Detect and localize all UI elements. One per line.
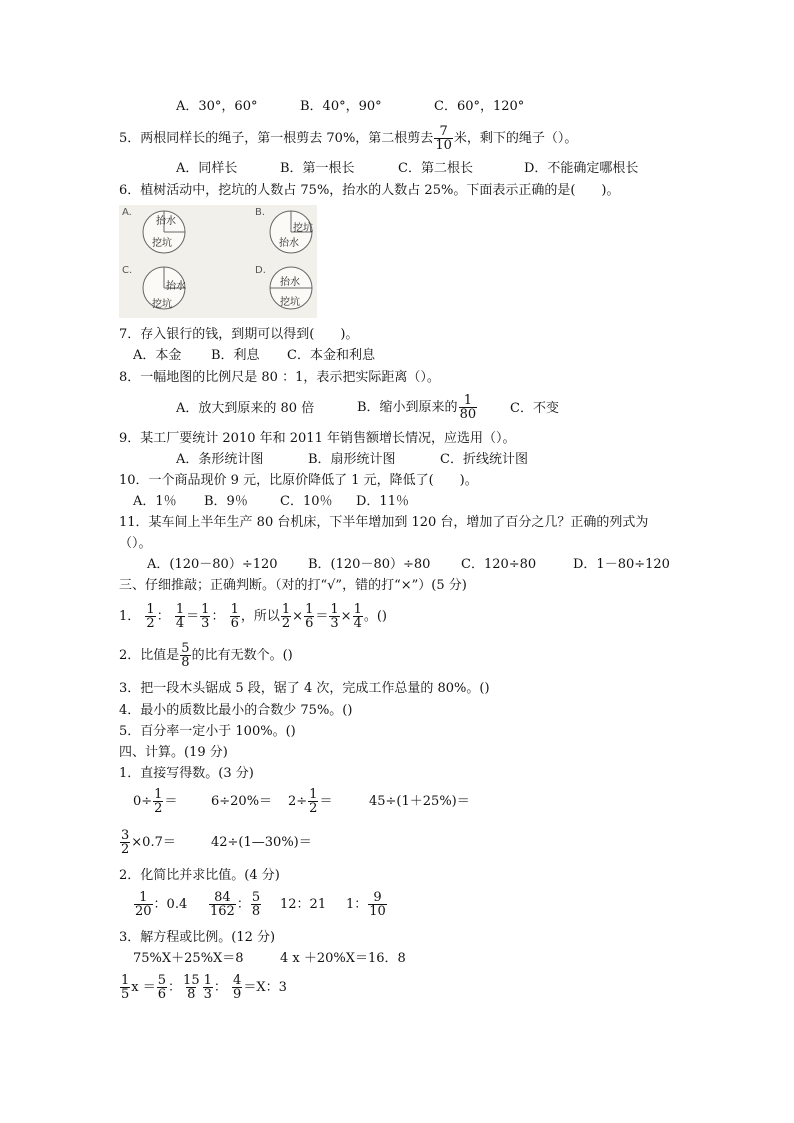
q8-option-b: B．缩小到原来的 $\frac{1}{80}$ xyxy=(357,393,477,422)
q5-suffix: 米，剩下的绳子（）。 xyxy=(453,131,578,146)
judge-3: 3．把一段木头锯成 5 段，锯了 4 次，完成工作总量的 80%。() xyxy=(119,681,490,696)
calc-3-title: 3．解方程或比例。(12 分) xyxy=(119,930,276,945)
q10-option-c: C．10％ xyxy=(280,494,333,509)
pie-b-letter: B. xyxy=(255,207,266,218)
q4-option-b: B．40°，90° xyxy=(300,99,382,114)
question-6: 6．植树活动中，挖坑的人数占 75%，抬水的人数占 25%。下面表示正确的是( )。 xyxy=(119,183,620,198)
q9-option-b: B．扇形统计图 xyxy=(308,452,396,467)
question-7: 7．存入银行的钱，到期可以得到( )。 xyxy=(119,327,359,342)
q5-option-c: C．第二根长 xyxy=(398,161,473,176)
section-4-title: 四、计算。(19 分) xyxy=(119,745,228,760)
pie-d-top-label: 抬水 xyxy=(280,277,300,288)
judge-4: 4．最小的质数比最小的合数少 75%。() xyxy=(119,703,353,718)
question-8: 8．一幅地图的比例尺是 80 ：1，表示把实际距离（）。 xyxy=(119,370,440,385)
calc-1-a: 0÷ $\frac{1}{2}$ ＝ xyxy=(133,787,178,816)
q8-fraction: $\frac{1}{80}$ xyxy=(459,393,477,422)
q5-prefix: 5．两根同样长的绳子，第一根剪去 70%，第二根剪去 xyxy=(119,131,434,146)
calc-2-d: 1： $\frac{9}{10}$ xyxy=(346,890,386,919)
judge-1: 1． $\frac{1}{2}$ ： $\frac{1}{4}$ ＝ $\frac{1}{3}$ ： $\frac{1}{6}$ ，所以 $\frac{1}{2}$ × $\frac{1}{6}$ ＝ $\frac{1}{3}$ × $\frac{1}{4}$ 。() xyxy=(119,602,387,631)
q8-option-a: A．放大到原来的 80 倍 xyxy=(176,401,315,416)
q7-option-c: C．本金和利息 xyxy=(287,348,375,363)
pie-c-bottom-label: 挖坑 xyxy=(152,299,172,310)
calc-1-f: 42÷(1—30%)＝ xyxy=(211,835,312,850)
calc-1-c: 2÷ $\frac{1}{2}$ ＝ xyxy=(288,787,333,816)
q7-option-a: A．本金 xyxy=(133,348,182,363)
pie-c-top-label: 抬水 xyxy=(166,281,186,292)
pie-b-top-label: 挖坑 xyxy=(293,223,313,234)
q11-option-b: B．(120－80）÷80 xyxy=(308,557,431,572)
q10-option-a: A．1％ xyxy=(133,494,177,509)
question-11: 11．某车间上半年生产 80 台机床，下半年增加到 120 台，增加了百分之几？正确的列式为 xyxy=(119,515,649,530)
calc-1-e: $\frac{3}{2}$ ×0.7＝ xyxy=(121,828,176,857)
question-5 xyxy=(119,124,577,154)
question-10: 10．一个商品现价 9 元，比原价降低了 1 元，降低了( )。 xyxy=(119,473,478,488)
calc-2-c: 12：21 xyxy=(280,897,327,912)
calc-1-d: 45÷(1＋25%)＝ xyxy=(369,794,470,809)
pie-a-bottom-label: 挖坑 xyxy=(152,238,172,249)
pie-a-top-label: 抬水 xyxy=(156,216,176,227)
q5-option-a: A．同样长 xyxy=(176,161,238,176)
q6-pie-options-image xyxy=(119,205,317,318)
pie-b-bottom-label: 抬水 xyxy=(279,238,299,249)
calc-2-a: $\frac{1}{20}$ ：0.4 xyxy=(135,890,188,919)
q11-option-c: C．120÷80 xyxy=(461,557,537,572)
q10-option-b: B．9％ xyxy=(204,494,248,509)
calc-3-b: 4 x ＋20%X＝16．8 xyxy=(280,951,406,966)
q5-fraction: $\frac{7}{10}$ xyxy=(435,124,452,153)
q11-option-a: A．(120－80）÷120 xyxy=(147,557,278,572)
q5-option-d: D．不能确定哪根长 xyxy=(524,161,639,176)
pie-c-letter: C. xyxy=(122,265,133,276)
q7-option-b: B．利息 xyxy=(211,348,260,363)
calc-2-b: $\frac{84}{162}$ ： $\frac{5}{8}$ xyxy=(210,890,261,919)
section-3-title: 三、仔细推敲；正确判断。（对的打“√”，错的打“×”）(5 分) xyxy=(119,578,467,593)
calc-1-title: 1．直接写得数。(3 分) xyxy=(119,766,254,781)
calc-3-c: $\frac{1}{5}$ x ＝ $\frac{5}{6}$ ： $\frac{15}{8}$ $\frac{1}{3}$ ： $\frac{4}{9}$ ＝X：3 xyxy=(121,973,287,1002)
judge-2: 2．比值是 $\frac{5}{8}$ 的比有无数个。() xyxy=(119,641,293,670)
q4-option-c: C．60°，120° xyxy=(434,99,525,114)
pie-d-bottom-label: 挖坑 xyxy=(280,297,300,308)
pie-d-letter: D. xyxy=(255,265,266,276)
q5-option-b: B．第一根长 xyxy=(280,161,355,176)
calc-2-title: 2．化简比并求比值。(4 分) xyxy=(119,868,280,883)
q11-option-d: D．1－80÷120 xyxy=(573,557,670,572)
q9-option-c: C．折线统计图 xyxy=(440,452,528,467)
calc-1-b: 6÷20%＝ xyxy=(211,794,273,809)
judge-5: 5．百分率一定小于 100%。() xyxy=(119,724,296,739)
q9-option-a: A．条形统计图 xyxy=(176,452,264,467)
question-11-cont: （）。 xyxy=(119,536,152,551)
question-9: 9．某工厂要统计 2010 年和 2011 年销售额增长情况，应选用（）。 xyxy=(119,431,516,446)
q8-option-c: C．不变 xyxy=(510,401,559,416)
calc-3-a: 75%X＋25%X＝8 xyxy=(133,951,244,966)
pie-a-letter: A. xyxy=(122,207,132,218)
q4-option-a: A．30°，60° xyxy=(176,99,258,114)
q10-option-d: D．11％ xyxy=(356,494,409,509)
